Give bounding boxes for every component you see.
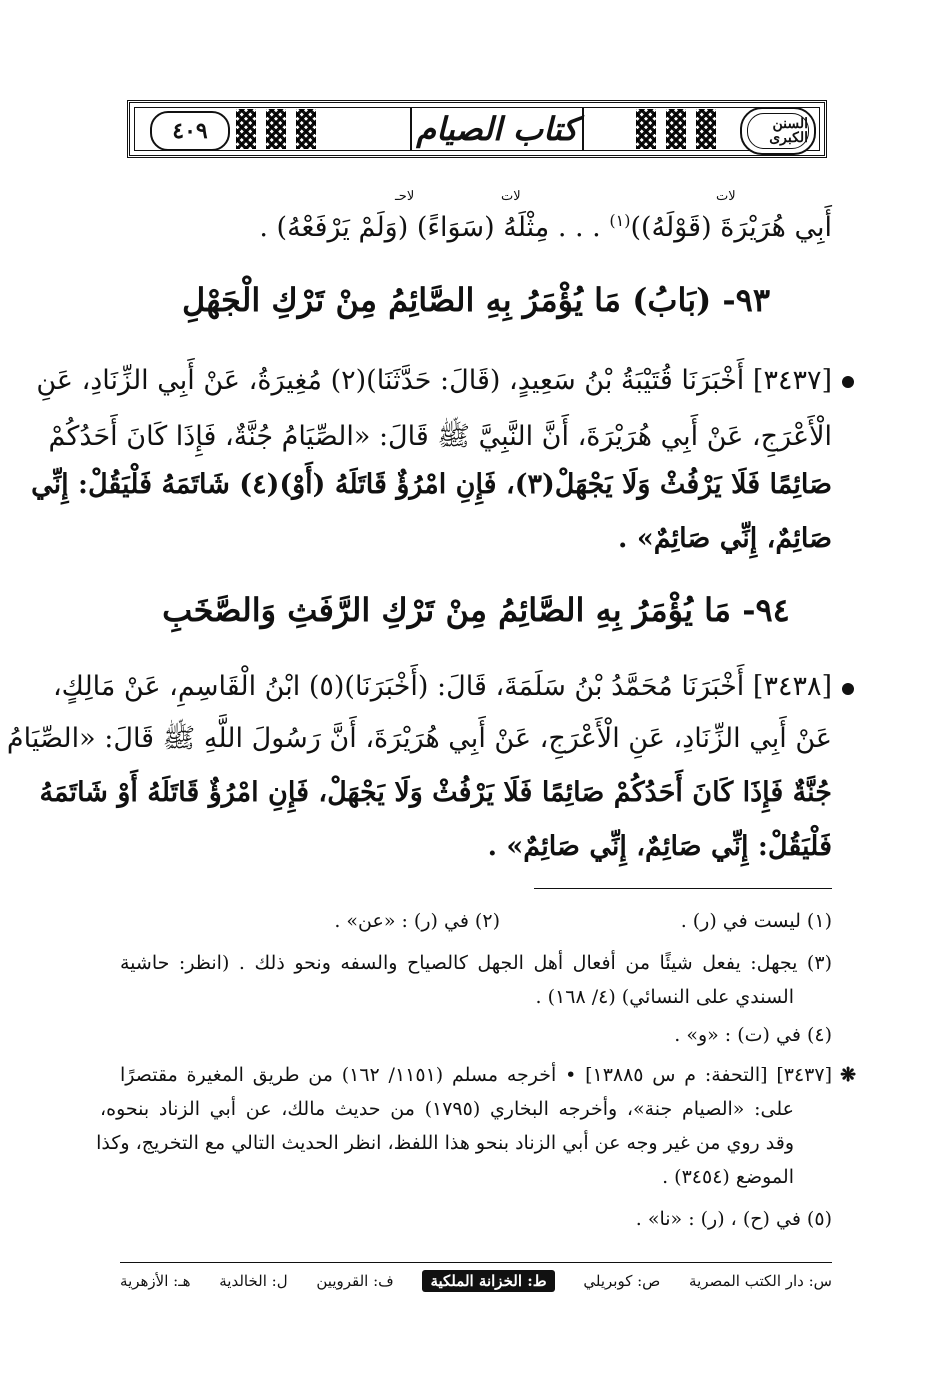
page-number: ٤٠٩ [150, 111, 230, 151]
footnote-3a: (٣) يجهل: يفعل شيئًا من أفعال أهل الجهل كالصياح والسفه ونحو ذلك . (انظر: حاشية [120, 952, 832, 974]
ornament-icon [236, 109, 256, 149]
footnote-divider [534, 888, 832, 889]
legend-divider [120, 1262, 832, 1263]
legend-item-lam: ل: الخالدية [219, 1272, 288, 1290]
variant-mark: لات [501, 189, 521, 204]
continuation-text-2: . . . مِثْلَهُ (سَوَاءً) (وَلَمْ يَرْفَعْهُ) . [259, 212, 601, 243]
legend-item-ha: هـ: الأزهرية [120, 1272, 191, 1290]
note-ref: (١) [609, 211, 631, 230]
takhrij-line-4: الموضع (٣٤٥٤) . [662, 1166, 794, 1188]
continuation-line [120, 196, 832, 246]
ornament-icon [296, 109, 316, 149]
hadith-3438-line-1: [٣٤٣٨] أَخْبَرَنَا مُحَمَّدُ بْنُ سَلَمَةَ، قَالَ: (أَخْبَرَنَا)(٥) ابْنُ الْقَاسِمِ، عَنْ مَالِكٍ، [52, 671, 832, 702]
footnote-1: (١) ليست في (ر) . [680, 910, 832, 932]
section-heading-93: ٩٣- (بَابُ) مَا يُؤْمَرُ بِهِ الصَّائِمُ مِنْ تَرْكِ الْجَهْلِ [181, 281, 771, 319]
variant-mark: لات [716, 189, 736, 204]
ornament-icon [636, 109, 656, 149]
legend-item-s: س: دار الكتب المصرية [689, 1272, 832, 1290]
book-title: كتاب الصيام [410, 108, 584, 150]
footnote-3b: السندي على النسائي) (٤/ ١٦٨) . [535, 986, 794, 1008]
takhrij-line-1: [٣٤٣٧] [التحفة: م س ١٣٨٨٥] • أخرجه مسلم (١١٥١/ ١٦٢) من طريق المغيرة مقتصرًا [120, 1064, 832, 1086]
footnote-row-1 [120, 904, 832, 938]
legend-item-fa: ف: القرويين [316, 1272, 394, 1290]
takhrij-star-icon: ❋ [840, 1064, 856, 1086]
footnote-5: (٥) في (ح) ، (ر) : «نا» . [635, 1208, 832, 1230]
bullet-icon [842, 683, 854, 695]
hadith-3437-line-3: صَائِمًا فَلَا يَرْفُثْ وَلَا يَجْهَلْ(٣)، فَإِنِ امْرُؤٌ قَاتَلَهُ (أَوْ)(٤) شَاتَمَهُ فَلْيَقُلْ: إِنِّي [31, 469, 832, 500]
takhrij-line-2: على: «الصيام جنة»، وأخرجه البخاري (١٧٩٥) من حديث مالك، عن أبي الزناد بنحوه، [100, 1098, 794, 1120]
bullet-icon [842, 376, 854, 388]
continuation-text: أَبِي هُرَيْرَةَ (قَوْلَهُ)) [630, 212, 832, 243]
legend-item-ta: ط: الخزانة الملكية [422, 1270, 554, 1292]
ornament-icon [696, 109, 716, 149]
ornament-icon [266, 109, 286, 149]
hadith-3437-line-2: الْأَعْرَجِ، عَنْ أَبِي هُرَيْرَةَ، أَنَّ النَّبِيَّ ﷺ قَالَ: «الصِّيَامُ جُنَّةٌ، فَإِذَا كَانَ أَحَدُكُمْ [48, 421, 832, 452]
variant-mark: لاحـ [395, 189, 415, 204]
logo-text: السنن الكبرى [747, 113, 809, 149]
book-logo [740, 107, 816, 155]
hadith-3437-line-1: [٣٤٣٧] أَخْبَرَنَا قُتَيْبَةُ بْنُ سَعِيدٍ، (قَالَ: حَدَّثَنَا)(٢) مُغِيرَةُ، عَنْ أَبِي الزِّنَادِ، عَنِ [36, 365, 832, 396]
takhrij-line-3: وقد روي من غير وجه عن أبي الزناد بنحو هذا اللفظ، انظر الحديث التالي مع التخريج، وكذا [96, 1132, 794, 1154]
section-heading-94: ٩٤- مَا يُؤْمَرُ بِهِ الصَّائِمُ مِنْ تَرْكِ الرَّفَثِ وَالصَّخَبِ [162, 591, 790, 629]
hadith-3438-line-4: فَلْيَقُلْ: إِنِّي صَائِمٌ، إِنِّي صَائِمٌ» . [487, 831, 832, 862]
footnote-2: (٢) في (ر) : «عن» . [334, 910, 500, 932]
manuscript-legend [120, 1266, 832, 1296]
footnote-4: (٤) في (ت) : «و» . [674, 1024, 832, 1046]
hadith-3438-line-2: عَنْ أَبِي الزِّنَادِ، عَنِ الْأَعْرَجِ، عَنْ أَبِي هُرَيْرَةَ، أَنَّ رَسُولَ اللَّهِ ﷺ قَالَ: «الصِّيَامُ [6, 723, 832, 754]
hadith-3438-line-3: جُنَّةٌ فَإِذَا كَانَ أَحَدُكُمْ صَائِمًا فَلَا يَرْفُثْ وَلَا يَجْهَلْ، فَإِنِ امْرُؤٌ قَاتَلَهُ أَوْ شَاتَمَهُ [39, 777, 832, 808]
page-header [127, 100, 827, 158]
legend-item-sad: ص: كوبريلي [583, 1272, 661, 1290]
hadith-3437-line-4: صَائِمٌ، إِنِّي صَائِمٌ» . [618, 523, 832, 554]
ornament-icon [666, 109, 686, 149]
